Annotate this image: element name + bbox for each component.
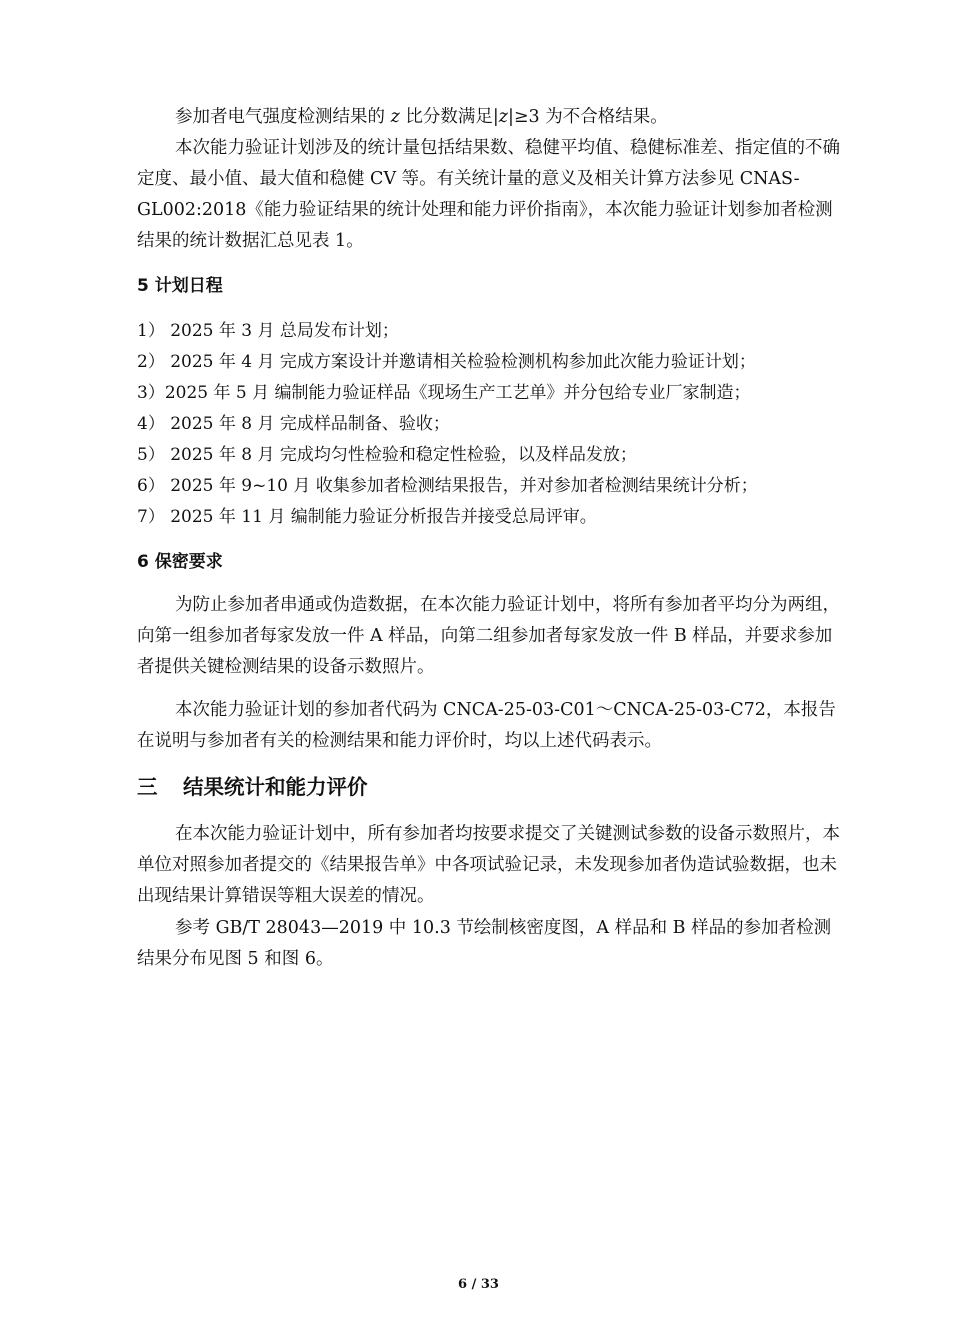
- z-symbol: z: [390, 107, 400, 127]
- schedule-item: 3）2025 年 5 月 编制能力验证样品《现场生产工艺单》并分包给专业厂家制造；: [137, 383, 751, 403]
- section-title: [137, 770, 368, 800]
- intro-text-mid: 比分数满足|: [399, 107, 499, 127]
- z-symbol-abs: z: [498, 107, 508, 127]
- section-number: 三: [137, 775, 158, 799]
- confidentiality-paragraph-2: 本次能力验证计划的参加者代码为 CNCA-25-03-C01～CNCA-25-03-C72，本报告在说明与参加者有关的检测结果和能力评价时，均以上述代码表示。: [137, 700, 836, 751]
- results-paragraph-1: 在本次能力验证计划中，所有参加者均按要求提交了关键测试参数的设备示数照片，本单位对照参加者提交的《结果报告单》中各项试验记录，未发现参加者伪造试验数据，也未出现结果计算错误等粗大误差的情况。: [137, 824, 840, 906]
- results-paragraph-2: 参考 GB/T 28043—2019 中 10.3 节绘制核密度图，A 样品和 B 样品的参加者检测结果分布见图 5 和图 6。: [137, 918, 832, 969]
- schedule-item: 4） 2025 年 8 月 完成样品制备、验收；: [137, 414, 450, 434]
- schedule-item: 6） 2025 年 9~10 月 收集参加者检测结果报告，并对参加者检测结果统计分析；: [137, 476, 758, 496]
- statistics-paragraph: 本次能力验证计划涉及的统计量包括结果数、稳健平均值、稳健标准差、指定值的不确定度、最小值、最大值和稳健 CV 等。有关统计量的意义及相关计算方法参见 CNAS-GL002:2018《能力验证结果的统计处理和能力评价指南》，本次能力验证计划参加者检测结果的统计数据汇总见表 1。: [137, 138, 840, 251]
- schedule-heading: 5 计划日程: [137, 276, 223, 296]
- page-number: 6 / 33: [458, 1277, 499, 1292]
- schedule-list: [137, 316, 857, 533]
- schedule-item: 5） 2025 年 8 月 完成均匀性检验和稳定性检验，以及样品发放；: [137, 445, 637, 465]
- confidentiality-paragraph-1: 为防止参加者串通或伪造数据，在本次能力验证计划中，将所有参加者平均分为两组，向第一组参加者每家发放一件 A 样品，向第二组参加者每家发放一件 B 样品，并要求参加者提供关键检测结果的设备示数照片。: [137, 595, 840, 677]
- schedule-item: 1） 2025 年 3 月 总局发布计划；: [137, 321, 399, 341]
- section-title-text: 结果统计和能力评价: [183, 775, 368, 799]
- intro-text-pre: 参加者电气强度检测结果的: [175, 107, 391, 127]
- schedule-item: 7） 2025 年 11 月 编制能力验证分析报告并接受总局评审。: [137, 507, 597, 527]
- intro-z-score-line: [137, 102, 843, 133]
- confidentiality-heading: 6 保密要求: [137, 552, 223, 572]
- intro-text-post: |≥3 为不合格结果。: [508, 107, 668, 127]
- schedule-item: 2） 2025 年 4 月 完成方案设计并邀请相关检验检测机构参加此次能力验证计划；: [137, 352, 756, 372]
